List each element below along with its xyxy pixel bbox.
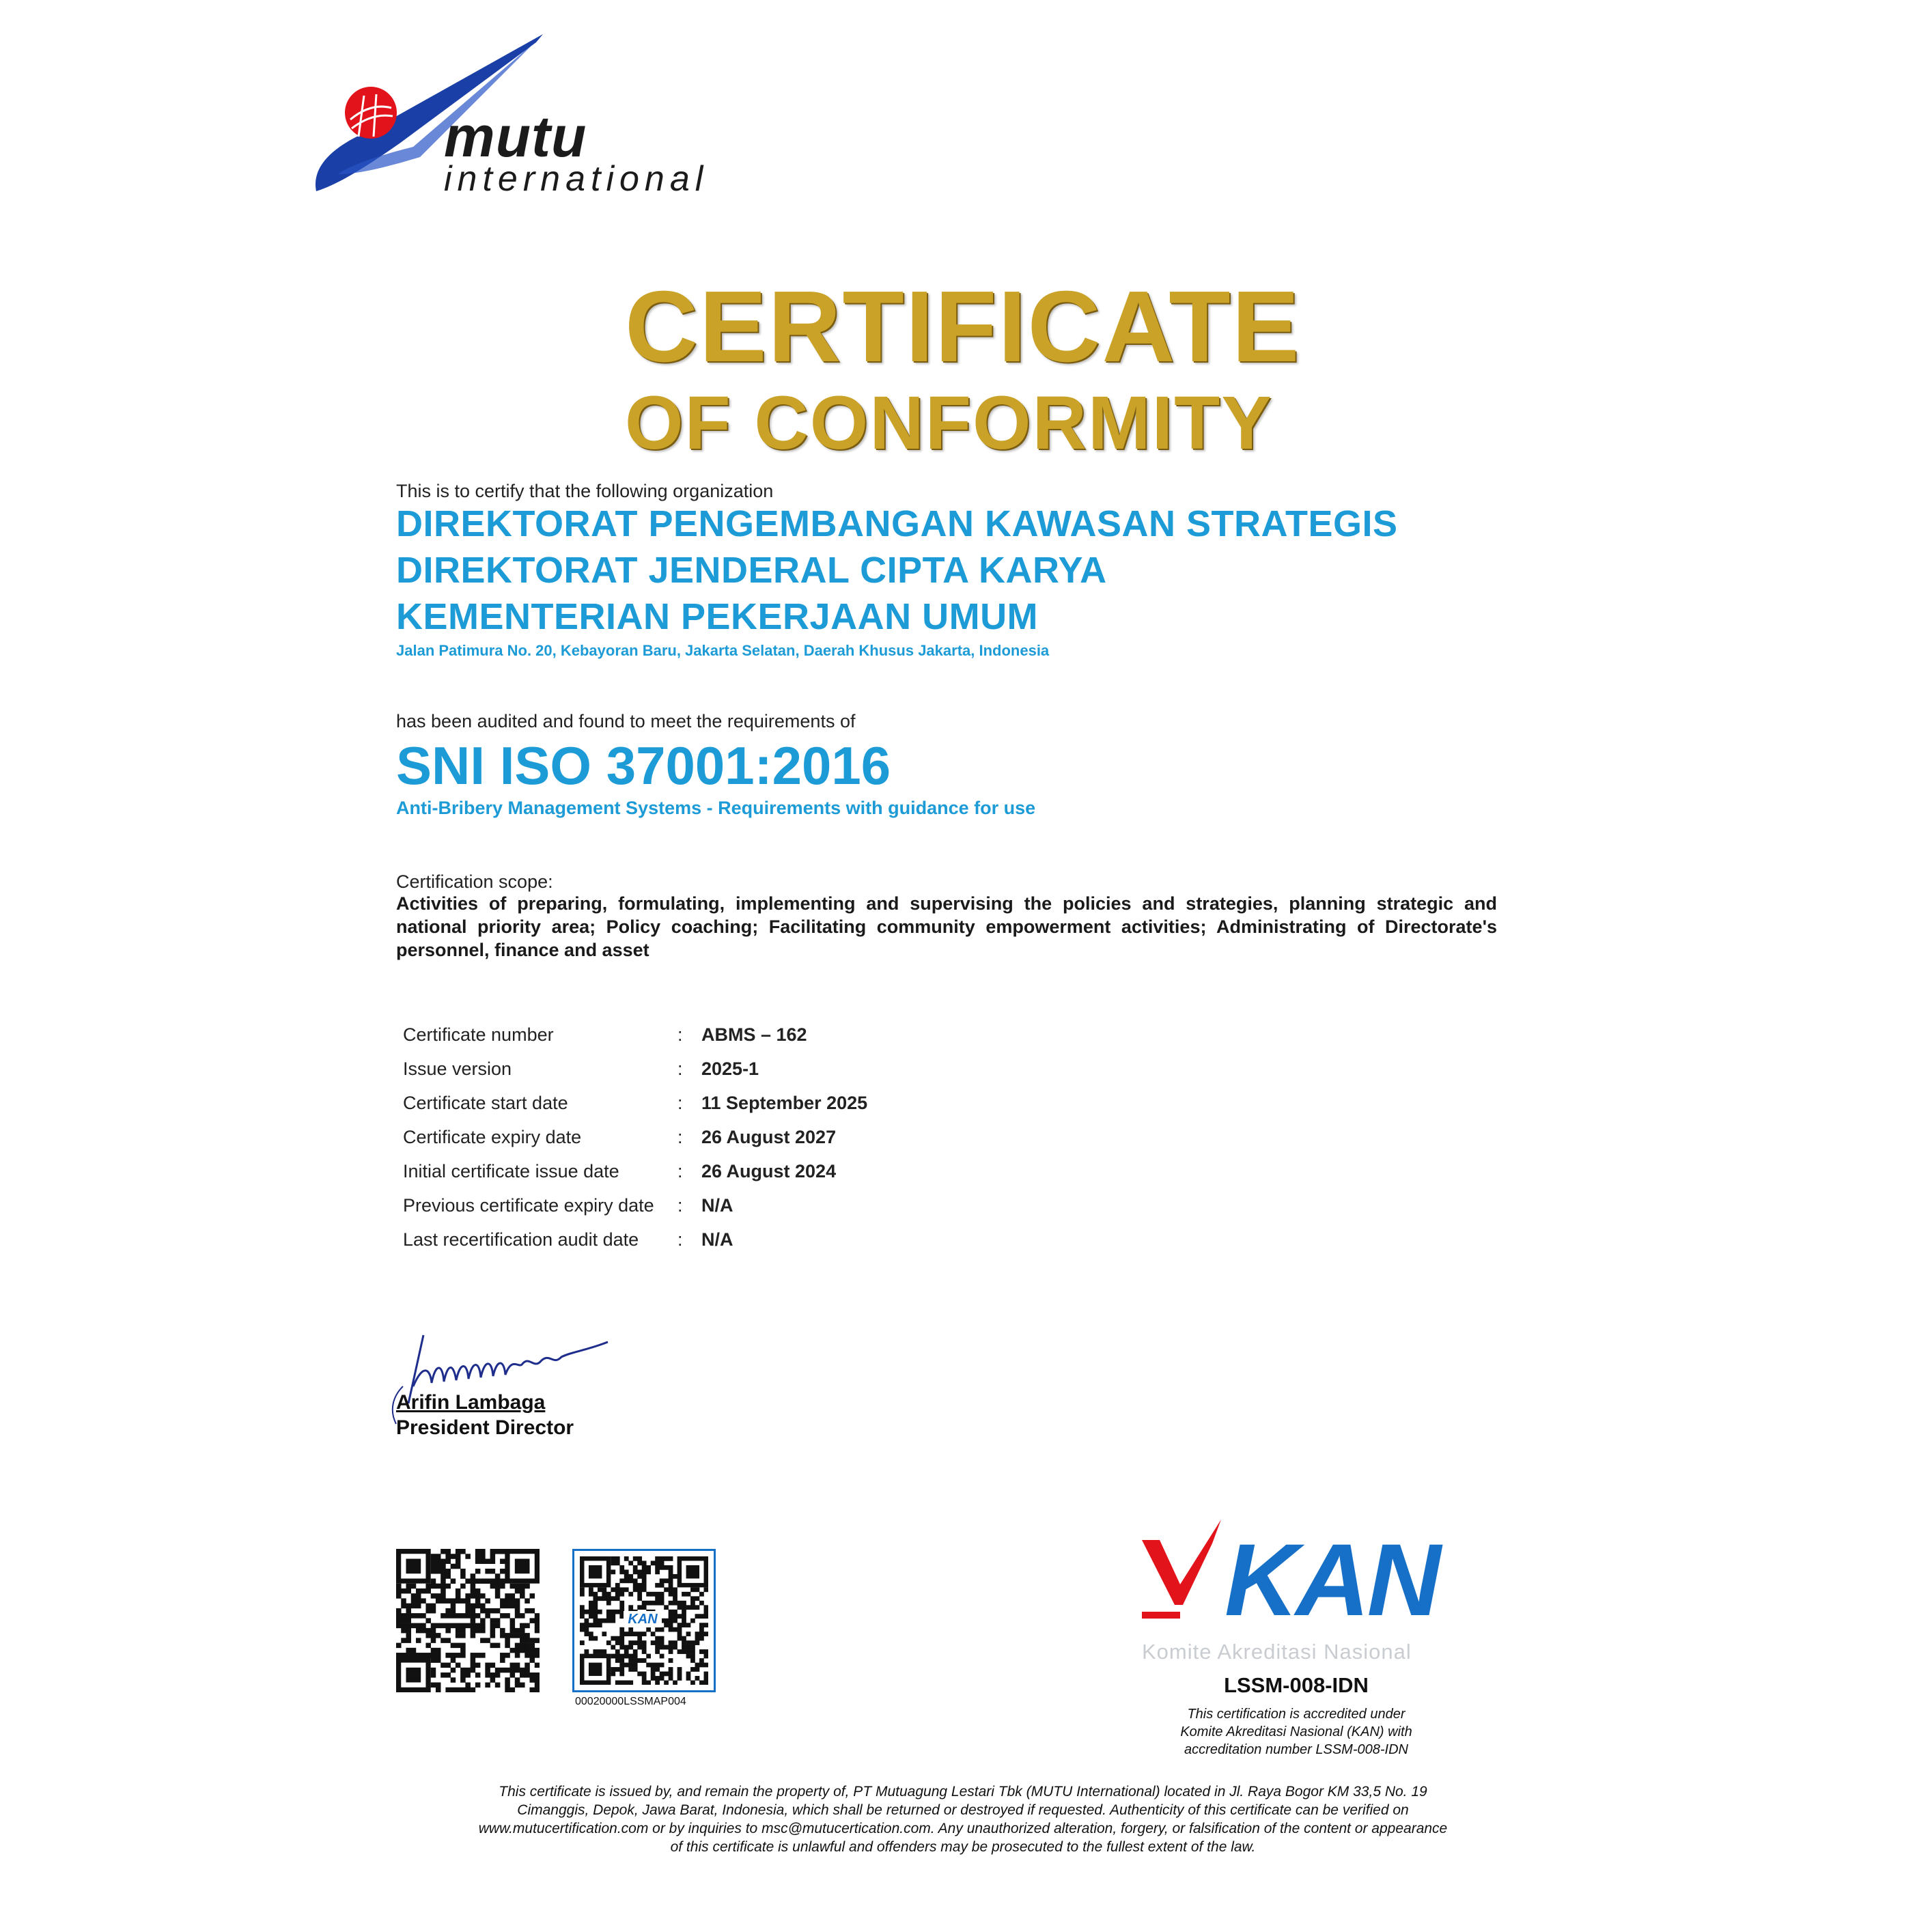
footer-line-1: This certificate is issued by, and remain the property of, PT Mutuagung Lestari Tbk (MUTU International) located in Jl. Raya Bogor KM 33,5 No. 19 xyxy=(499,1784,1427,1800)
audit-text: has been audited and found to meet the requirements of xyxy=(396,711,856,731)
logo-wordmark-international: international xyxy=(444,159,709,199)
detail-colon: : xyxy=(677,1093,683,1113)
detail-label: Last recertification audit date xyxy=(403,1229,639,1250)
signatory-title: President Director xyxy=(396,1416,574,1439)
intro-text: This is to certify that the following organization xyxy=(396,481,774,501)
kan-note-line-1: This certification is accredited under xyxy=(1187,1707,1405,1722)
detail-colon: : xyxy=(677,1161,683,1181)
detail-row xyxy=(403,1229,1018,1263)
detail-value: N/A xyxy=(701,1229,733,1250)
scope-text: Activities of preparing, formulating, implementing and supervising the policies and strategies, planning strategic and national priority area; Policy coaching; Facilitating community empowerment activities; Administrating of Directorate's personnel, finance and asset xyxy=(396,893,1497,960)
detail-colon: : xyxy=(677,1127,683,1147)
detail-colon: : xyxy=(677,1195,683,1216)
kan-note-line-2: Komite Akreditasi Nasional (KAN) with xyxy=(1180,1724,1412,1739)
detail-row xyxy=(403,1127,1018,1161)
kan-checkmark-icon xyxy=(1141,1520,1236,1625)
detail-value: 11 September 2025 xyxy=(701,1093,868,1113)
kan-qr-badge: KAN xyxy=(624,1611,662,1627)
detail-colon: : xyxy=(677,1229,683,1250)
kan-subtitle: Komite Akreditasi Nasional xyxy=(1142,1640,1412,1664)
detail-row xyxy=(403,1059,1018,1093)
organization-line-2: DIREKTORAT JENDERAL CIPTA KARYA xyxy=(396,550,1107,591)
kan-logo-text: KAN xyxy=(1225,1522,1438,1637)
standard-code: SNI ISO 37001:2016 xyxy=(396,736,891,796)
qr-code-kan-frame xyxy=(572,1549,716,1692)
detail-colon: : xyxy=(677,1059,683,1079)
detail-value: 26 August 2024 xyxy=(701,1161,837,1181)
kan-note-line-3: accreditation number LSSM-008-IDN xyxy=(1184,1742,1408,1757)
certificate-subtitle: OF CONFORMITY xyxy=(625,381,1273,465)
logo-wordmark-mutu: mutu xyxy=(444,104,587,169)
detail-value: N/A xyxy=(701,1195,733,1216)
signature-scribble xyxy=(382,1321,621,1431)
detail-value: 2025-1 xyxy=(701,1059,759,1079)
detail-row xyxy=(403,1161,1018,1195)
certificate-title: CERTIFICATE xyxy=(625,270,1301,383)
detail-value: 26 August 2027 xyxy=(701,1127,837,1147)
detail-row xyxy=(403,1093,1018,1127)
detail-colon: : xyxy=(677,1024,683,1045)
detail-value: ABMS – 162 xyxy=(701,1024,807,1045)
footer-line-3: www.mutucertification.com or by inquiries to msc@mutucertication.com. Any unauthorized alteration, forgery, or falsification of the content or appearance xyxy=(478,1821,1448,1836)
detail-row xyxy=(403,1195,1018,1229)
footer-line-4: of this certificate is unlawful and offenders may be prosecuted to the fullest extent of the law. xyxy=(670,1839,1256,1855)
detail-label: Issue version xyxy=(403,1059,512,1079)
kan-accreditation-code: LSSM-008-IDN xyxy=(1224,1673,1369,1697)
standard-description: Anti-Bribery Management Systems - Requirements with guidance for use xyxy=(396,798,1036,818)
footer-line-2: Cimanggis, Depok, Jawa Barat, Indonesia, which shall be returned or destroyed if requested. Authenticity of this certificate can be verified on xyxy=(517,1802,1409,1818)
detail-label: Certificate start date xyxy=(403,1093,568,1113)
detail-label: Certificate expiry date xyxy=(403,1127,582,1147)
qr-code-verification xyxy=(396,1549,540,1692)
detail-row xyxy=(403,1024,1018,1059)
detail-label: Certificate number xyxy=(403,1024,554,1045)
scope-label: Certification scope: xyxy=(396,871,553,892)
qr-caption: 00020000LSSMAP004 xyxy=(575,1696,686,1707)
signatory-name: Arifin Lambaga xyxy=(396,1391,546,1414)
organization-line-3: KEMENTERIAN PEKERJAAN UMUM xyxy=(396,596,1039,637)
organization-line-1: DIREKTORAT PENGEMBANGAN KAWASAN STRATEGIS xyxy=(396,503,1398,544)
detail-label: Initial certificate issue date xyxy=(403,1161,619,1181)
detail-label: Previous certificate expiry date xyxy=(403,1195,654,1216)
organization-address: Jalan Patimura No. 20, Kebayoran Baru, Jakarta Selatan, Daerah Khusus Jakarta, Indonesia xyxy=(396,642,1050,659)
